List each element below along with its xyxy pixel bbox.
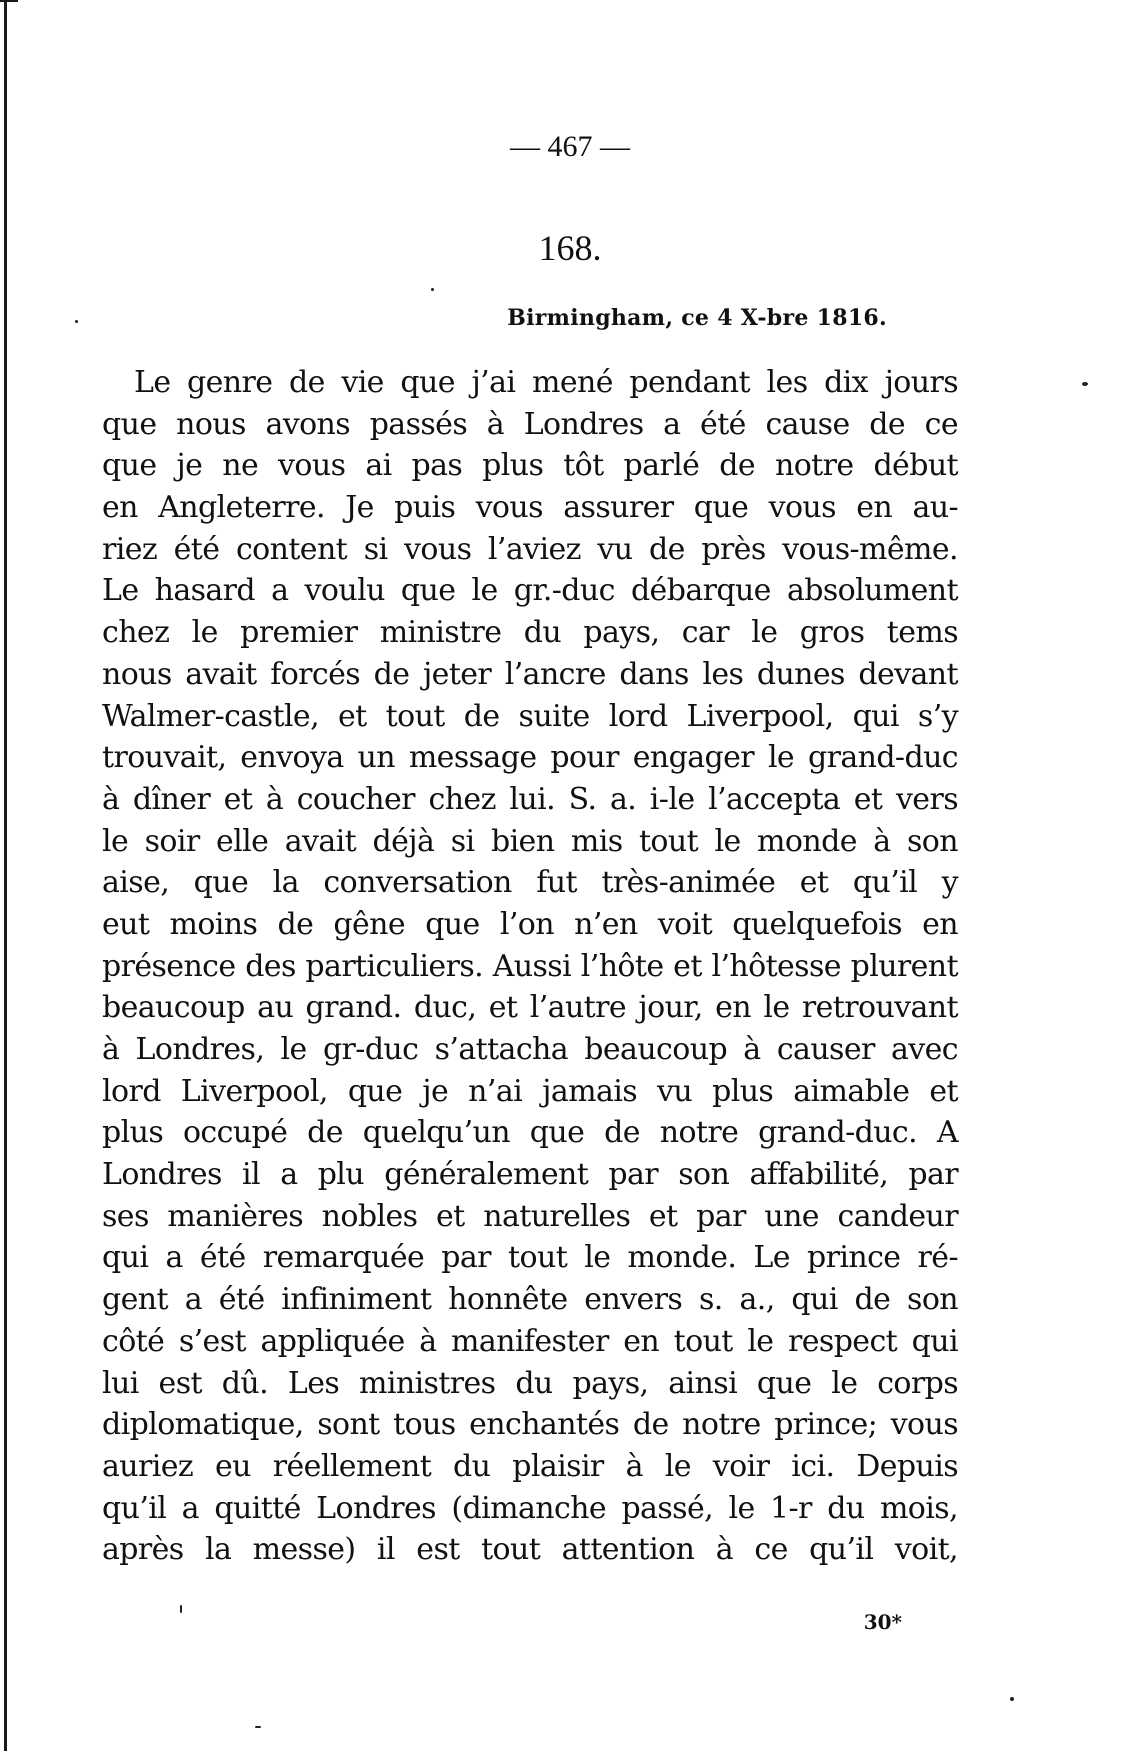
text-line: riez été content si vous l’aviez vu de près vous-même.: [102, 531, 958, 567]
text-line: auriez eu réellement du plaisir à le voir ici. Depuis: [102, 1448, 958, 1484]
text-line: que je ne vous ai pas plus tôt parlé de notre début: [102, 448, 958, 484]
text-line: Londres il a plu généralement par son affabilité, par: [102, 1157, 958, 1193]
text-line: lui est dû. Les ministres du pays, ainsi que le corps: [102, 1365, 958, 1401]
text-line: ses manières nobles et naturelles et par une candeur: [102, 1198, 958, 1234]
signature-mark: 30*: [863, 1610, 902, 1634]
text-line: diplomatique, sont tous enchantés de notre prince; vous: [102, 1407, 958, 1443]
text-line: gent a été infiniment honnête envers s. a., qui de son: [102, 1282, 958, 1318]
scan-border-top: [0, 0, 18, 2]
text-line: Le genre de vie que j’ai mené pendant les dix jours: [134, 365, 958, 400]
scan-speck: [255, 1726, 261, 1728]
scan-speck: [1082, 382, 1088, 386]
text-line: trouvait, envoya un message pour engager le grand-duc: [102, 740, 958, 776]
text-line: que nous avons passés à Londres a été cause de ce: [102, 406, 958, 442]
text-line: après la messe) il est tout attention à ce qu’il voit,: [102, 1532, 958, 1568]
letter-place-date: Birmingham, ce 4 X-bre 1816.: [507, 305, 887, 331]
text-line: qui a été remarquée par tout le monde. Le prince ré-: [102, 1240, 958, 1276]
text-line: aise, que la conversation fut très-animée et qu’il y: [102, 865, 958, 901]
text-line: présence des particuliers. Aussi l’hôte et l’hôtesse plurent: [102, 948, 958, 984]
letter-number: 168.: [538, 228, 602, 268]
text-line: Le hasard a voulu que le gr.-duc débarque absolument: [102, 573, 958, 609]
text-line: lord Liverpool, que je n’ai jamais vu plus aimable et: [102, 1073, 958, 1109]
text-line: à Londres, le gr-duc s’attacha beaucoup à causer avec: [102, 1032, 958, 1067]
text-line: Walmer-castle, et tout de suite lord Liverpool, qui s’y: [102, 698, 958, 734]
scan-speck: [1010, 1697, 1014, 1701]
text-line: chez le premier ministre du pays, car le gros tems: [102, 615, 958, 651]
text-line: beaucoup au grand. duc, et l’autre jour, en le retrouvant: [102, 990, 958, 1026]
text-line: en Angleterre. Je puis vous assurer que vous en au-: [102, 490, 958, 526]
text-line: côté s’est appliquée à manifester en tout le respect qui: [102, 1323, 958, 1359]
scan-speck: [431, 288, 434, 291]
text-line: eut moins de gêne que l’on n’en voit quelquefois en: [102, 906, 958, 942]
text-line: plus occupé de quelqu’un que de notre grand-duc. A: [102, 1115, 958, 1151]
scan-speck: [75, 320, 78, 323]
text-line: le soir elle avait déjà si bien mis tout le monde à son: [102, 823, 958, 859]
scan-speck: [180, 1605, 182, 1613]
page-number: — 467 —: [510, 130, 630, 163]
letter-body: [102, 362, 958, 1571]
text-line: nous avait forcés de jeter l’ancre dans les dunes devant: [102, 656, 958, 692]
text-line: à dîner et à coucher chez lui. S. a. i-le l’accepta et vers: [102, 781, 958, 817]
text-line: qu’il a quitté Londres (dimanche passé, le 1-r du mois,: [102, 1490, 958, 1526]
